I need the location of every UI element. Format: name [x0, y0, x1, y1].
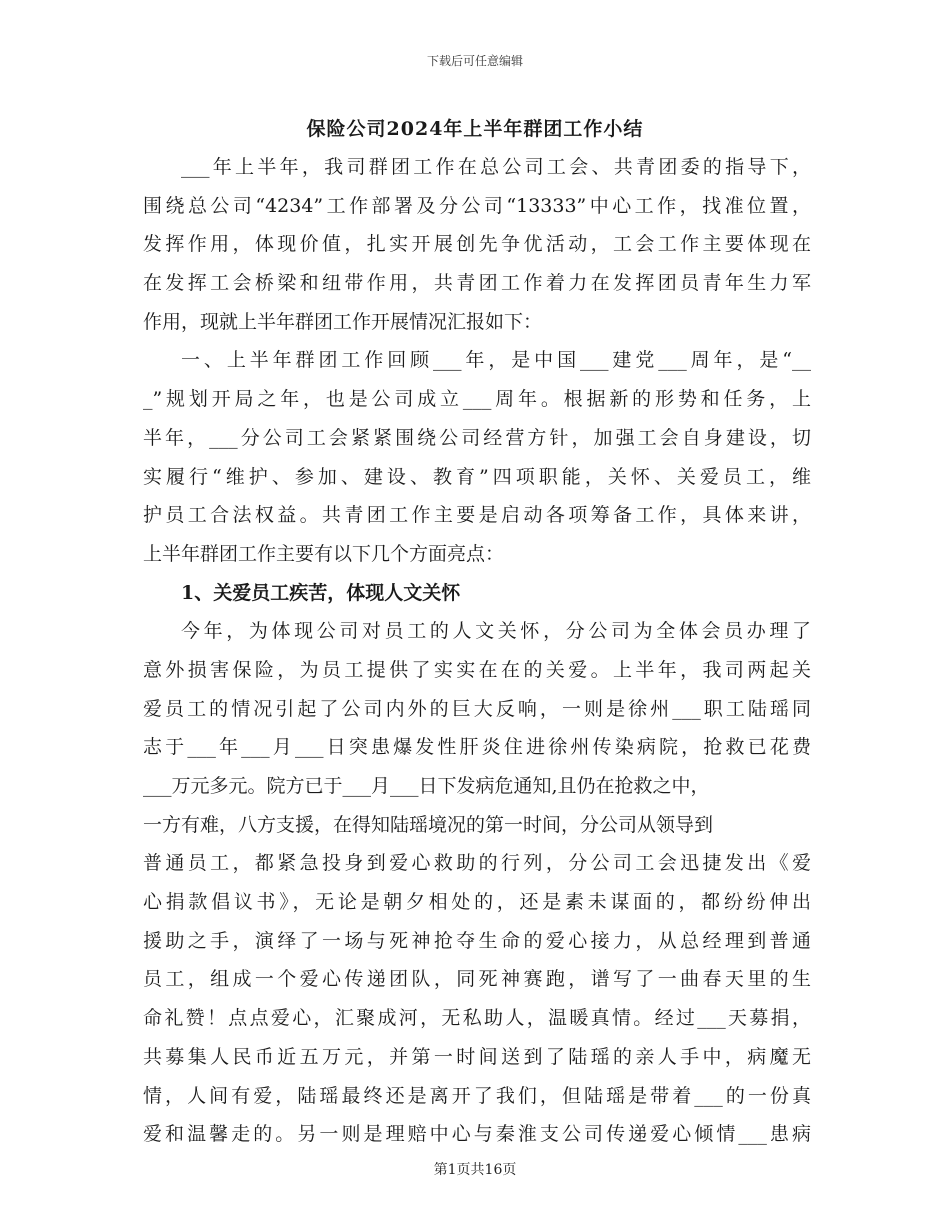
body-line: 一方有难，八方支援，在得知陆瑶境况的第一时间，分公司从领导到: [143, 813, 714, 836]
body-line: 作用，现就上半年群团工作开展情况汇报如下：: [143, 310, 543, 333]
body-line: 实履行“维护、参加、建设、教育”四项职能，关怀、关爱员工，维: [143, 465, 811, 488]
body-line: 共募集人民币近五万元，并第一时间送到了陆瑶的亲人手中，病魔无: [143, 1045, 811, 1068]
page-header: 下载后可任意编辑: [426, 54, 523, 68]
body-line: 心捐款倡议书》，无论是朝夕相处的，还是素未谋面的，都纷纷伸出: [143, 891, 811, 914]
body-line: 员工，组成一个爱心传递团队，同死神赛跑，谱写了一曲春天里的生: [143, 968, 811, 991]
body-line: 护员工合法权益。共青团工作主要是启动各项筹备工作，具体来讲，: [143, 504, 811, 527]
body-line: 半年，___分公司工会紧紧围绕公司经营方针，加强工会自身建设，切: [143, 426, 811, 449]
body-line: ___万元多元。院方已于___月___日下发病危通知,且仍在抢救之中，: [143, 775, 710, 797]
body-line: 意外损害保险，为员工提供了实实在在的关爱。上半年，我司两起关: [143, 658, 811, 681]
body-line: 志于___年___月___日突患爆发性肝炎住进徐州传染病院，抢救已花费: [143, 736, 811, 759]
body-line: 发挥作用，体现价值，扎实开展创先争优活动，工会工作主要体现在: [143, 233, 811, 256]
body-line: 爱和温馨走的。另一则是理赔中心与秦淮支公司传递爱心倾情___患病: [143, 1123, 811, 1146]
body-line: 一、上半年群团工作回顾___年，是中国___建党___周年，是“__: [181, 349, 811, 372]
body-line: _”规划开局之年，也是公司成立___周年。根据新的形势和任务，上: [143, 388, 811, 411]
document-body: [143, 148, 811, 1154]
body-line: 今年，为体现公司对员工的人文关怀，分公司为全体会员办理了: [181, 620, 811, 643]
body-line: 援助之手，演绎了一场与死神抢夺生命的爱心接力，从总经理到普通: [143, 929, 811, 952]
section-heading: 1、关爱员工疾苦，体现人文关怀: [181, 581, 461, 604]
body-line: 上半年群团工作主要有以下几个方面亮点：: [143, 542, 505, 565]
body-line: ___年上半年，我司群团工作在总公司工会、共青团委的指导下，: [181, 156, 811, 178]
body-line: 围绕总公司“4234”工作部署及分公司“13333”中心工作，找准位置，: [143, 194, 811, 217]
body-line: 情，人间有爱，陆瑶最终还是离开了我们，但陆瑶是带着___的一份真: [143, 1084, 811, 1107]
document-title: 保险公司2024年上半年群团工作小结: [306, 118, 644, 140]
body-line: 普通员工，都紧急投身到爱心救助的行列，分公司工会迅捷发出《爱: [143, 852, 811, 875]
body-line: 在发挥工会桥梁和纽带作用，共青团工作着力在发挥团员青年生力军: [143, 272, 811, 295]
page-footer: 第1页共16页: [433, 1162, 517, 1178]
body-line: 爱员工的情况引起了公司内外的巨大反响，一则是徐州___职工陆瑶同: [143, 697, 811, 720]
body-line: 命礼赞！点点爱心，汇聚成河，无私助人，温暖真情。经过___天募捐，: [143, 1007, 811, 1030]
